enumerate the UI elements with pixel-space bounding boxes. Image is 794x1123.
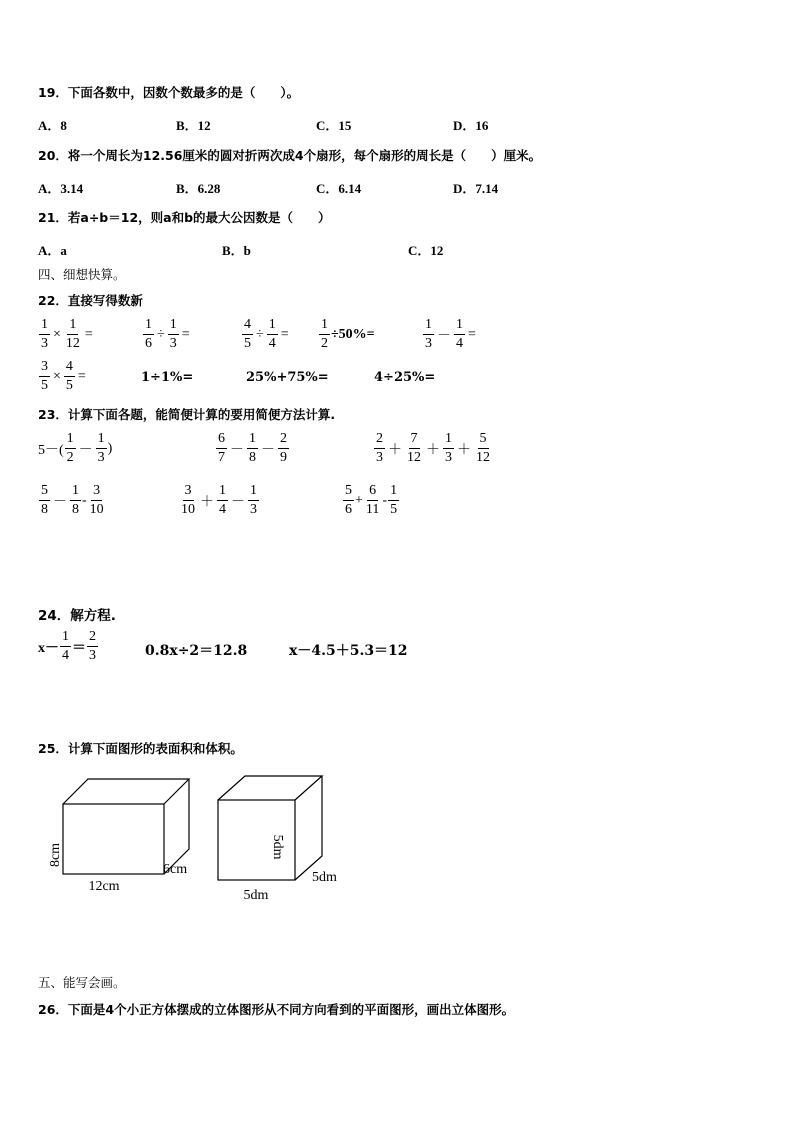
q23-expr-4: 5 8 － 1 8 - 3 10 — [41, 483, 104, 517]
fraction: 1 3 — [445, 431, 452, 465]
fraction: 5 8 — [41, 483, 48, 517]
fraction: 1 3 — [250, 483, 257, 517]
q24-equation-2: 0.8x÷2＝12.8 — [145, 643, 248, 659]
fraction: 6 7 — [218, 431, 225, 465]
q22-expr-1: $\frac{1}{3}$ × $\frac{1}{12}$ = — [41, 317, 93, 351]
q21-option-b[interactable]: B．b — [222, 243, 251, 258]
q22-expr-3: $\frac{4}{5}$ ÷ $\frac{1}{4}$ = — [244, 317, 289, 351]
q22-expr-6: $\frac{3}{5}$ × $\frac{4}{5}$ = — [41, 359, 86, 393]
q19-option-a[interactable]: A．8 — [38, 118, 67, 133]
fraction: 2 3 — [89, 629, 96, 663]
cuboid-width-label: 6cm — [163, 862, 188, 877]
q22-expr-4: $\frac{1}{2}$ ÷50%= — [321, 317, 375, 351]
q20-option-b[interactable]: B．6.28 — [176, 181, 221, 196]
q19-option-b[interactable]: B．12 — [176, 118, 211, 133]
q19-option-d[interactable]: D．16 — [453, 118, 489, 133]
fraction: 1 3 — [97, 431, 105, 465]
q23-expr-5: 3 10 ＋ 1 4 － 1 3 — [181, 483, 257, 517]
q22-expr-8: 25%+75%= — [246, 370, 329, 385]
q24-equation-1: x－ 1 4 ＝ 2 3 — [38, 629, 96, 663]
q21-option-a[interactable]: A．a — [38, 243, 67, 258]
fraction: 3 10 — [89, 483, 104, 517]
question-24-stem: 24．解方程. — [38, 608, 116, 624]
fraction: $\frac{1}{6}$ — [145, 317, 152, 351]
question-25-stem: 25．计算下面图形的表面积和体积。 — [38, 741, 243, 756]
fraction: $\frac{4}{5}$ — [65, 359, 73, 393]
cube-height-label: 5dm — [270, 834, 285, 860]
cube-figure — [218, 776, 322, 880]
fraction: $\frac{1}{3}$ — [169, 317, 177, 351]
q23-expr-2: 6 7 － 1 8 － 2 9 — [218, 431, 287, 465]
fraction: 1 8 — [72, 483, 79, 517]
q20-option-d[interactable]: D．7.14 — [453, 181, 499, 196]
fraction: 3 10 — [181, 483, 195, 517]
q21-option-c[interactable]: C．12 — [408, 243, 444, 258]
q19-option-c[interactable]: C．15 — [316, 118, 352, 133]
fraction: 1 4 — [219, 483, 226, 517]
fraction: 1 5 — [390, 483, 398, 517]
q23-expr-1: 5－( 1 2 － 1 3 ) — [38, 431, 113, 465]
q22-expr-9: 4÷25%= — [374, 370, 436, 385]
question-20-stem: 20．将一个周长为12.56厘米的圆对折两次成4个扇形，每个扇形的周长是（ ）厘米。 — [38, 148, 542, 163]
cuboid-figure — [63, 779, 189, 874]
cuboid-length-label: 12cm — [88, 879, 120, 894]
q20-option-a[interactable]: A．3.14 — [38, 181, 84, 196]
fraction: $\frac{1}{12}$ — [65, 317, 80, 351]
cube-width-label: 5dm — [312, 870, 337, 885]
fraction: 5 6 — [345, 483, 352, 517]
q22-expr-5: 1 3 － $\frac{1}{4}$ = — [425, 317, 476, 351]
fraction: 1 8 — [249, 431, 256, 465]
fraction: 7 12 — [407, 431, 421, 465]
fraction: 1 2 — [66, 431, 74, 465]
section-4-heading: 四、细想快算。 — [38, 267, 126, 282]
fraction: 2 3 — [376, 431, 383, 465]
q22-expr-7: 1÷1%= — [141, 370, 194, 385]
fraction: 5 12 — [476, 431, 490, 465]
q25-figures — [40, 770, 360, 910]
q20-option-c[interactable]: C．6.14 — [316, 181, 362, 196]
fraction: $\frac{3}{5}$ — [41, 359, 48, 393]
fraction: 1 3 — [425, 317, 432, 351]
q23-expr-3: 2 3 ＋ 7 12 ＋ 1 3 ＋ 5 12 — [376, 431, 490, 465]
section-5-heading: 五、能写会画。 — [38, 975, 126, 990]
fraction: $\frac{6}{11}$ — [365, 483, 380, 517]
cuboid-height-label: 8cm — [48, 842, 63, 868]
question-21-stem: 21．若a÷b＝12，则a和b的最大公因数是（ ） — [38, 210, 331, 225]
fraction: $\frac{4}{5}$ — [244, 317, 251, 351]
fraction: $\frac{1}{2}$ — [321, 317, 328, 351]
cube-length-label: 5dm — [243, 888, 269, 903]
question-23-stem: 23．计算下面各题，能简便计算的要用简便方法计算. — [38, 407, 336, 422]
question-22-stem: 22．直接写得数新 — [38, 293, 143, 308]
fraction: $\frac{1}{4}$ — [268, 317, 276, 351]
q24-equation-3: x－4.5＋5.3＝12 — [289, 643, 408, 659]
fraction: 2 9 — [280, 431, 287, 465]
q23-expr-6: 5 6 + $\frac{6}{11}$ - 1 5 — [345, 483, 398, 517]
question-26-stem: 26．下面是4个小正方体摆成的立体图形从不同方向看到的平面图形，画出立体图形。 — [38, 1002, 515, 1017]
fraction: 1 4 — [62, 629, 69, 663]
fraction: $\frac{1}{4}$ — [456, 317, 463, 351]
fraction: $\frac{1}{3}$ — [41, 317, 48, 351]
question-19-stem: 19．下面各数中，因数个数最多的是（ ）。 — [38, 85, 300, 100]
q22-expr-2: $\frac{1}{6}$ ÷ $\frac{1}{3}$ = — [145, 317, 190, 351]
